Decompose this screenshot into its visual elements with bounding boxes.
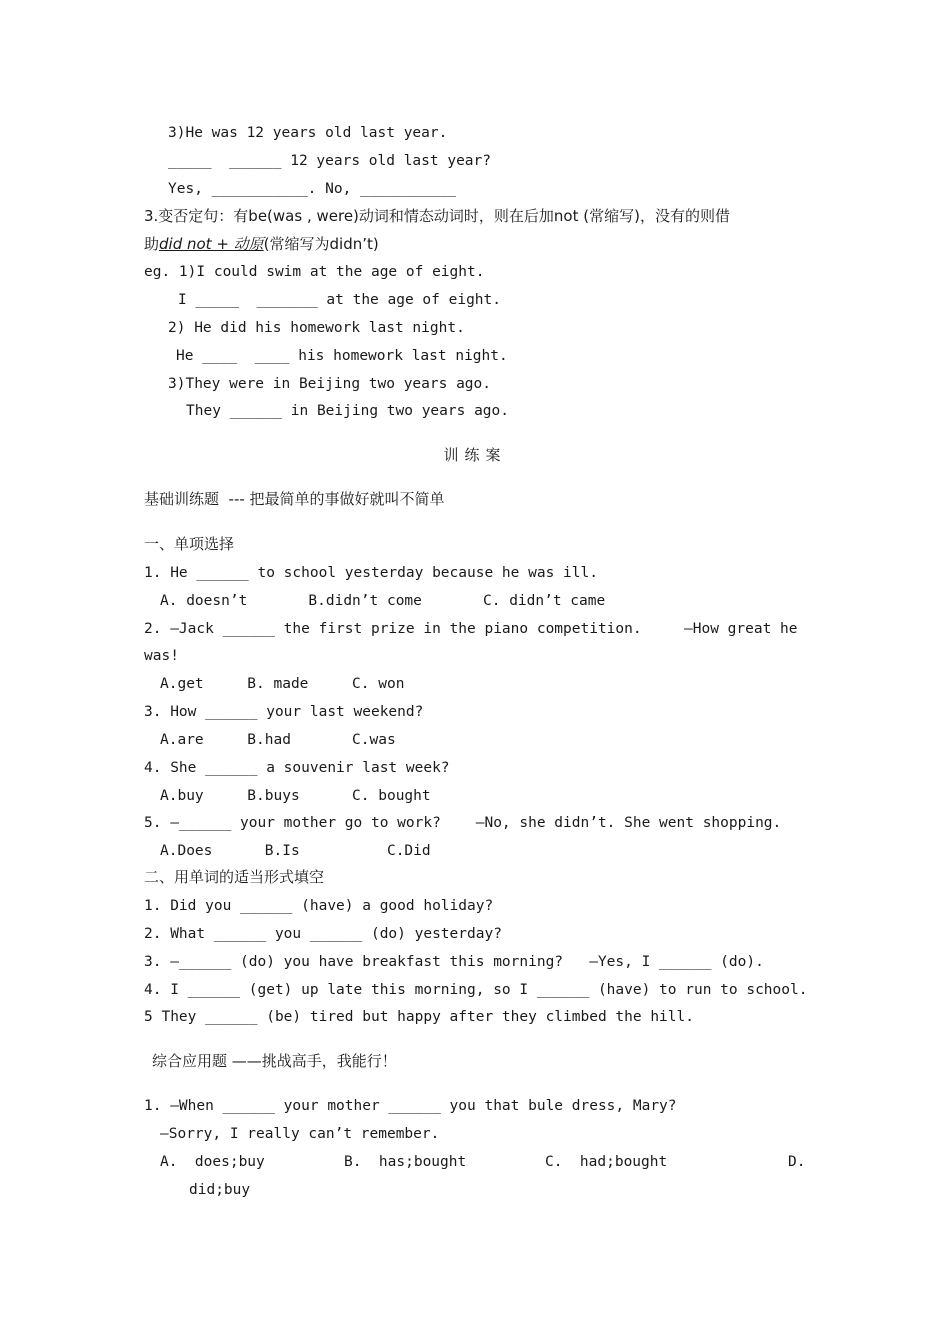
question-2-reply: —How great he	[684, 621, 798, 637]
question-5: 5. —______ your mother go to work? —No, she didn’t. She went shopping.	[144, 815, 782, 831]
section-title: 训练案	[443, 446, 507, 464]
question-1: 1. He ______ to school yesterday because he was ill.	[144, 565, 598, 581]
advanced-question-1: 1. —When ______ your mother ______ you that bule dress, Mary?	[144, 1098, 677, 1114]
rule-text: 助	[144, 235, 160, 253]
advanced-option-c: C. had;bought	[545, 1154, 668, 1170]
neg-example-1: eg. 1)I could swim at the age of eight.	[144, 264, 485, 280]
rule-negative-sentence-cont	[144, 235, 379, 253]
advanced-option-d-text: did;buy	[189, 1182, 251, 1198]
question-2-cont: was!	[144, 648, 179, 664]
question-2: 2. —Jack ______ the first prize in the piano competition.	[144, 621, 642, 637]
fill-question-4: 4. I ______ (get) up late this morning, so I ______ (have) to run to school.	[144, 982, 808, 998]
question-4: 4. She ______ a souvenir last week?	[144, 760, 450, 776]
neg-example-1-blank: I _____ _______ at the age of eight.	[178, 292, 502, 308]
part-one-heading: 一、单项选择	[144, 535, 235, 553]
advanced-option-d: D.	[788, 1154, 806, 1170]
fill-question-2: 2. What ______ you ______ (do) yesterday?	[144, 926, 502, 942]
advanced-option-a: A. does;buy	[160, 1154, 265, 1170]
question-1-options: A. doesn’t B.didn’t come C. didn’t came	[160, 593, 606, 609]
advanced-question-1-reply: —Sorry, I really can’t remember.	[160, 1126, 440, 1142]
neg-example-2-blank: He ____ ____ his homework last night.	[176, 348, 508, 364]
neg-example-3: 3)They were in Beijing two years ago.	[168, 376, 492, 392]
basic-practice-heading: 基础训练题 --- 把最简单的事做好就叫不简单	[144, 490, 445, 508]
example-3-question: _____ ______ 12 years old last year?	[168, 153, 492, 169]
rule-formula: did not + 动原	[159, 235, 264, 253]
question-2-options: A.get B. made C. won	[160, 676, 405, 692]
fill-question-1: 1. Did you ______ (have) a good holiday?	[144, 898, 494, 914]
rule-negative-sentence: 3.变否定句：有be(was , were)动词和情态动词时，则在后加not (常缩写)，没有的则借	[144, 207, 730, 225]
advanced-practice-heading: 综合应用题 ——挑战高手，我能行！	[152, 1052, 397, 1070]
advanced-option-b: B. has;bought	[344, 1154, 467, 1170]
part-two-heading: 二、用单词的适当形式填空	[144, 868, 325, 886]
question-3-options: A.are B.had C.was	[160, 732, 396, 748]
question-3: 3. How ______ your last weekend?	[144, 704, 424, 720]
neg-example-2: 2) He did his homework last night.	[168, 320, 465, 336]
question-4-options: A.buy B.buys C. bought	[160, 788, 431, 804]
rule-note: (常缩写为didn’t)	[263, 235, 379, 253]
question-5-options: A.Does B.Is C.Did	[160, 843, 431, 859]
fill-question-5: 5 They ______ (be) tired but happy after they climbed the hill.	[144, 1009, 694, 1025]
fill-question-3: 3. —______ (do) you have breakfast this morning? —Yes, I ______ (do).	[144, 954, 764, 970]
example-3-answers: Yes, ___________. No, ___________	[168, 181, 457, 197]
example-3-sentence: 3)He was 12 years old last year.	[168, 125, 448, 141]
neg-example-3-blank: They ______ in Beijing two years ago.	[186, 403, 510, 419]
